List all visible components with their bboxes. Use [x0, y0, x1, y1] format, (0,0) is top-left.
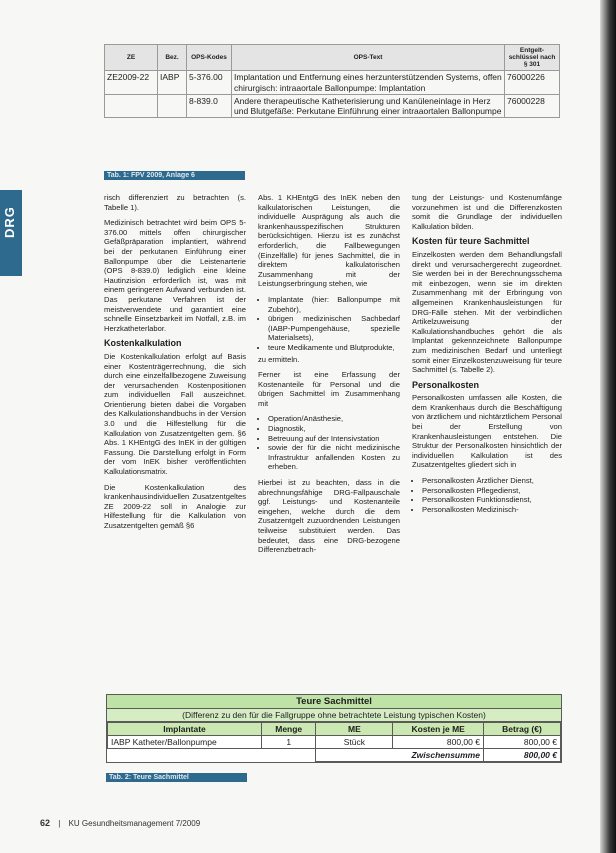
- header-ops-text: OPS-Text: [232, 45, 505, 71]
- section-tab-label: DRG: [2, 206, 17, 238]
- table2-caption: Tab. 2: Teure Sachmittel: [106, 773, 247, 782]
- column-2: [258, 193, 400, 561]
- paragraph: Abs. 1 KHEntgG des InEK neben den kalkulatorischen Leistungen, die individuelle Ausprägung als auch die krankenhausspezifischen Strukturen berücksichtigen. Hierzu ist es zunächst erforderlich, die Fallbewegungen (Einzelfälle) für jenes Sachmittel, die in direktem kalkulatorischen Zusammenhang mit der Leistungserbringung stehen, wie: [258, 193, 400, 289]
- header-kosten-je-me: Kosten je ME: [393, 723, 484, 736]
- paragraph: Medizinisch betrachtet wird beim OPS 5-376.00 mittels offen chirurgischer Gefäßpräparation implantiert, während bei der perkutanen Einführung einer Ballonpumpe über die Leistenarterie (OPS 8-839.0) lediglich eine kleine Hautinzision erforderlich ist, was mit einem geringeren Aufwand verbunden ist. Das perkutane Verfahren ist der meistverwendete und garantiert eine schnelle Einsetzbarkeit im Notfall, z.B. im Herzkatheterlabor.: [104, 218, 246, 333]
- header-ops-kodes: OPS-Kodes: [187, 45, 232, 71]
- cell-ze: ZE2009-22: [105, 71, 158, 94]
- list-item: • Personalkosten Pflegedienst,: [422, 486, 562, 496]
- subtotal-label: Zwischensumme: [316, 749, 484, 762]
- header-menge: Menge: [262, 723, 316, 736]
- paragraph: Einzelkosten werden dem Behandlungsfall direkt und verursachergerecht zugeordnet. Sie werden bei in der Berechnungsschema mit einbezogen, wenn sie im direkten Zusammenhang mit der Erbringung von allgemeinen Krankenhausleistungen für DRG-Fälle stehen. Mit der verbindlichen Artikelzuweisung der Kalkulationshandbuches gehört die als Implantat gekennzeichnete Ballonpumpe zum medizinischen Bedarf und unterliegt somit einer Einzelkostenzuweisung für teure Sachmittel (s. Tabelle 2).: [412, 249, 562, 375]
- section-tab: [0, 190, 22, 276]
- section-heading: Kostenkalkulation: [104, 338, 182, 349]
- header-entgeltschluessel: Entgelt-schlüssel nach § 301: [505, 45, 560, 71]
- bullet-list: [258, 414, 400, 472]
- paragraph: Die Kostenkalkulation des krankenhausindividuellen Zusatzentgeltes ZE 2009-22 soll in Analogie zur Hilfestellung für die Kalkulation von Zusatzentgelten gemäß §6: [104, 482, 246, 530]
- page-number: 62: [40, 818, 51, 828]
- paragraph: zu ermitteln.: [258, 354, 300, 364]
- header-implantate: Implantate: [108, 723, 262, 736]
- cell-ze: [105, 94, 158, 117]
- table-row: [105, 94, 560, 117]
- header-bez: Bez.: [158, 45, 187, 71]
- list-item: • Diagnostik,: [268, 424, 400, 434]
- subtotal-value: 800,00 €: [483, 749, 560, 762]
- cell-menge: 1: [262, 736, 316, 749]
- cell-kosten-je-me: 800,00 €: [393, 736, 484, 749]
- paragraph: risch differenziert zu betrachten (s. Tabelle 1).: [104, 193, 246, 212]
- cell-key: 76000226: [505, 71, 560, 94]
- list-item: • Betreuung auf der Intensivstation: [268, 434, 400, 444]
- table-row: [108, 736, 561, 749]
- list-item: • Implantate (hier: Ballonpumpe mit Zubehör),: [268, 295, 400, 314]
- cell-key: 76000228: [505, 94, 560, 117]
- table2-title: Teure Sachmittel: [107, 695, 561, 709]
- paragraph: tung der Leistungs- und Kostenumfänge vorzunehmen ist und die Differenzkosten somit die Grundlage der individuellen Kalkulation bilden.: [412, 193, 562, 231]
- cell-ops-text: Andere therapeutische Katheterisierung und Kanüleneinlage in Herz und Blutgefäße: Perkutane Einführung einer intraaortalen Ballonpumpe: [232, 94, 505, 117]
- paragraph: Ferner ist eine Erfassung der Kostenanteile für Personal und die übrigen Sachmittel im Zusammenhang mit: [258, 370, 400, 408]
- paragraph: Hierbei ist zu beachten, dass in die abrechnungsfähige DRG-Fallpauschale ggf. Leistungs- und Kostenanteile eingehen, welche durch die dem Zusatzentgelt zuzuordnenden Leistungen teilweise substituiert werden. Das bedeutet, dass eine DRG-bezogene Differenzbetrach-: [258, 478, 400, 555]
- table-row: [105, 71, 560, 94]
- cell-ops-code: 8-839.0: [187, 94, 232, 117]
- list-item: • Operation/Anästhesie,: [268, 414, 400, 424]
- cell-implantat: IABP Katheter/Ballonpumpe: [108, 736, 262, 749]
- sachmittel-table: [106, 694, 562, 763]
- journal-name: KU Gesundheitsmanagement 7/2009: [68, 819, 201, 828]
- ops-table: [104, 44, 560, 118]
- list-item: • Personalkosten Medizinisch-: [422, 505, 562, 515]
- header-me: ME: [316, 723, 393, 736]
- page-edge-shadow: [600, 0, 616, 853]
- list-item: • Personalkosten Ärztlicher Dienst,: [422, 476, 562, 486]
- cell-ops-text: Implantation und Entfernung eines herzunterstützenden Systems, offen chirurgisch: intraaortale Ballonpumpe: Implantation: [232, 71, 505, 94]
- cell-betrag: 800,00 €: [483, 736, 560, 749]
- column-3: [412, 193, 562, 520]
- header-ze: ZE: [105, 45, 158, 71]
- section-heading: Kosten für teure Sachmittel: [412, 236, 530, 247]
- paragraph: Die Kostenkalkulation erfolgt auf Basis einer Kostenträgerrechnung, die sich durch eine einzelfallbezogene Zuweisung der verursachenden Kostenpositionen zum individuellen Fall auszeichnet. Orientierung bieten dabei die Vorgaben des Kalkulationshandbuchs in der Version 3.0 und die Hilfestellung für die Kalkulation von Zusatzentgelten gem. §6 Abs. 1 KHEntgG des InEK in der gültigen Fassung. Die Darstellung erfolgt in Form der vom InEK bisher veröffentlichten Kalkulationsmatrix.: [104, 351, 246, 477]
- paragraph: Personalkosten umfassen alle Kosten, die dem Krankenhaus durch die Beschäftigung von ärztlichem und nichtärztlichem Personal bei der Erstellung von Krankenhausleistungen entstehen. Die Struktur der Personalkosten hinsichtlich der individuellen Kalkulation ist des Zusatzentgeltes gliedert sich in: [412, 393, 562, 470]
- cell-me: Stück: [316, 736, 393, 749]
- bullet-list: [412, 476, 562, 514]
- cell-ops-code: 5-376.00: [187, 71, 232, 94]
- section-heading: Personalkosten: [412, 379, 480, 390]
- subtotal-row: [108, 749, 561, 762]
- table2-subtitle: (Differenz zu den für die Fallgruppe ohne betrachtete Leistung typischen Kosten): [107, 709, 561, 722]
- list-item: • teure Medikamente und Blutprodukte,: [268, 343, 400, 353]
- list-item: • sowie der für die nicht medizinische Infrastruktur anfallenden Kosten zu erheben.: [268, 443, 400, 472]
- list-item: • übrigen medizinischen Sachbedarf (IABP-Pumpengehäuse, spezielle Materialsets),: [268, 314, 400, 343]
- cell-bez: [158, 94, 187, 117]
- header-betrag: Betrag (€): [483, 723, 560, 736]
- page-footer: 62 | KU Gesundheitsmanagement 7/2009: [40, 818, 201, 828]
- cell-bez: IABP: [158, 71, 187, 94]
- column-1: [104, 193, 246, 537]
- bullet-list: [258, 295, 400, 353]
- table1-caption: Tab. 1: FPV 2009, Anlage 6: [104, 171, 245, 180]
- list-item: • Personalkosten Funktionsdienst,: [422, 495, 562, 505]
- table2-grid: [107, 722, 561, 762]
